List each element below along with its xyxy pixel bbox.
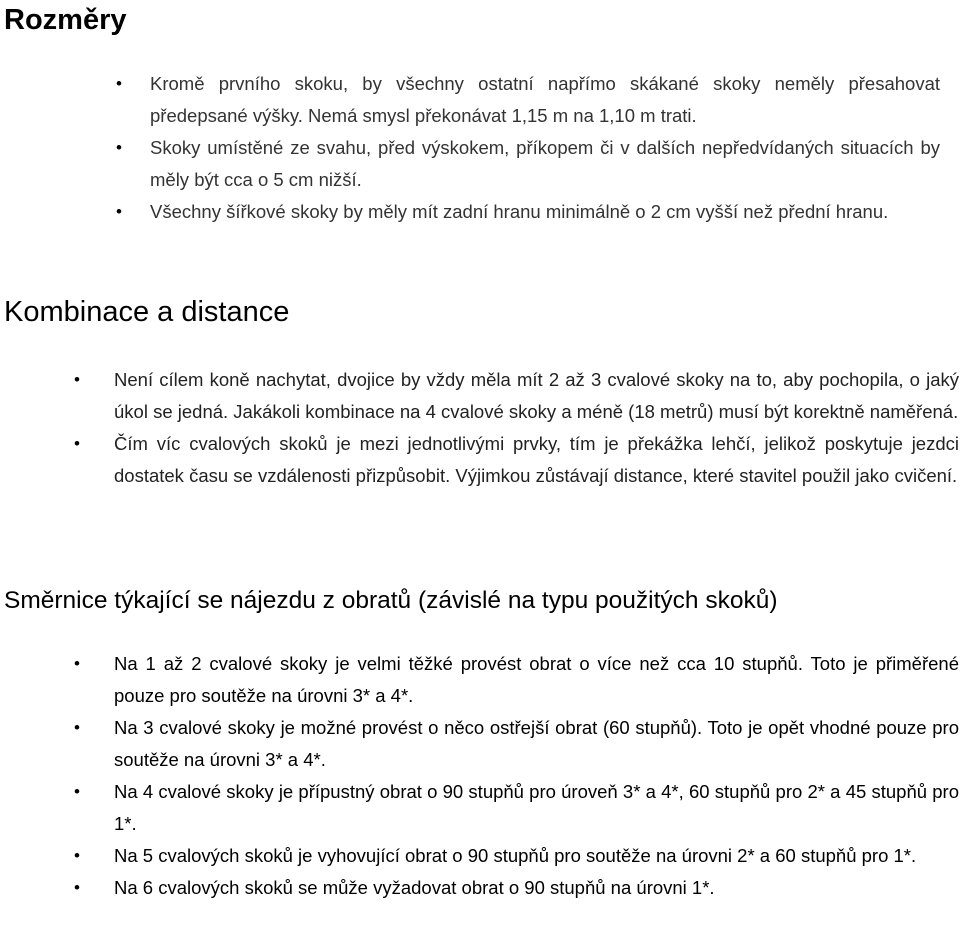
bullet: • xyxy=(74,846,80,865)
bullet: • xyxy=(116,202,122,221)
bullet: • xyxy=(74,782,80,801)
bullet: • xyxy=(116,138,122,157)
list-item xyxy=(74,648,959,712)
list-rozmery xyxy=(116,68,940,228)
list-item-text: Čím víc cvalových skoků je mezi jednotlivými prvky, tím je překážka lehčí, jelikož poskytuje jezdci dostatek času se vzdálenosti přizpůsobit. Výjimkou zůstávají distance, které stavitel použil jako cvičení. xyxy=(114,433,959,486)
list-item xyxy=(116,68,940,132)
list-item xyxy=(74,776,959,840)
list-item xyxy=(116,132,940,196)
list-item xyxy=(74,428,959,492)
heading-rozmery: Rozměry xyxy=(4,4,127,36)
list-item-text: Není cílem koně nachytat, dvojice by vždy měla mít 2 až 3 cvalové skoky na to, aby pochopila, o jaký úkol se jedná. Jakákoli kombinace na 4 cvalové skoky a méně (18 metrů) musí být korektně naměřená. xyxy=(114,369,959,422)
bullet: • xyxy=(116,74,122,93)
list-item xyxy=(74,840,959,872)
list-kombinace xyxy=(74,364,959,492)
list-item xyxy=(74,364,959,428)
list-item-text: Všechny šířkové skoky by měly mít zadní hranu minimálně o 2 cm vyšší než přední hranu. xyxy=(150,201,889,222)
list-item xyxy=(74,712,959,776)
list-item-text: Na 3 cvalové skoky je možné provést o něco ostřejší obrat (60 stupňů). Toto je opět vhodné pouze pro soutěže na úrovni 3* a 4*. xyxy=(114,717,959,770)
bullet: • xyxy=(74,718,80,737)
bullet: • xyxy=(74,370,80,389)
list-item-text: Na 4 cvalové skoky je přípustný obrat o 90 stupňů pro úroveň 3* a 4*, 60 stupňů pro 2* a 45 stupňů pro 1*. xyxy=(114,781,959,834)
heading-smernice: Směrnice týkající se nájezdu z obratů (závislé na typu použitých skoků) xyxy=(4,587,778,614)
list-item xyxy=(74,872,959,904)
list-item-text: Kromě prvního skoku, by všechny ostatní napřímo skákané skoky neměly přesahovat předepsané výšky. Nemá smysl překonávat 1,15 m na 1,10 m trati. xyxy=(150,73,940,126)
list-item-text: Na 6 cvalových skoků se může vyžadovat obrat o 90 stupňů na úrovni 1*. xyxy=(114,877,715,898)
list-item-text: Skoky umístěné ze svahu, před výskokem, příkopem či v dalších nepředvídaných situacích by měly být cca o 5 cm nižší. xyxy=(150,137,940,190)
bullet: • xyxy=(74,654,80,673)
heading-kombinace-a-distance: Kombinace a distance xyxy=(4,296,290,328)
list-item-text: Na 1 až 2 cvalové skoky je velmi těžké provést obrat o více než cca 10 stupňů. Toto je přiměřené pouze pro soutěže na úrovni 3* a 4*. xyxy=(114,653,959,706)
bullet: • xyxy=(74,878,80,897)
list-smernice xyxy=(74,648,959,904)
bullet: • xyxy=(74,434,80,453)
list-item-text: Na 5 cvalových skoků je vyhovující obrat o 90 stupňů pro soutěže na úrovni 2* a 60 stupňů pro 1*. xyxy=(114,845,917,866)
list-item xyxy=(116,196,940,228)
